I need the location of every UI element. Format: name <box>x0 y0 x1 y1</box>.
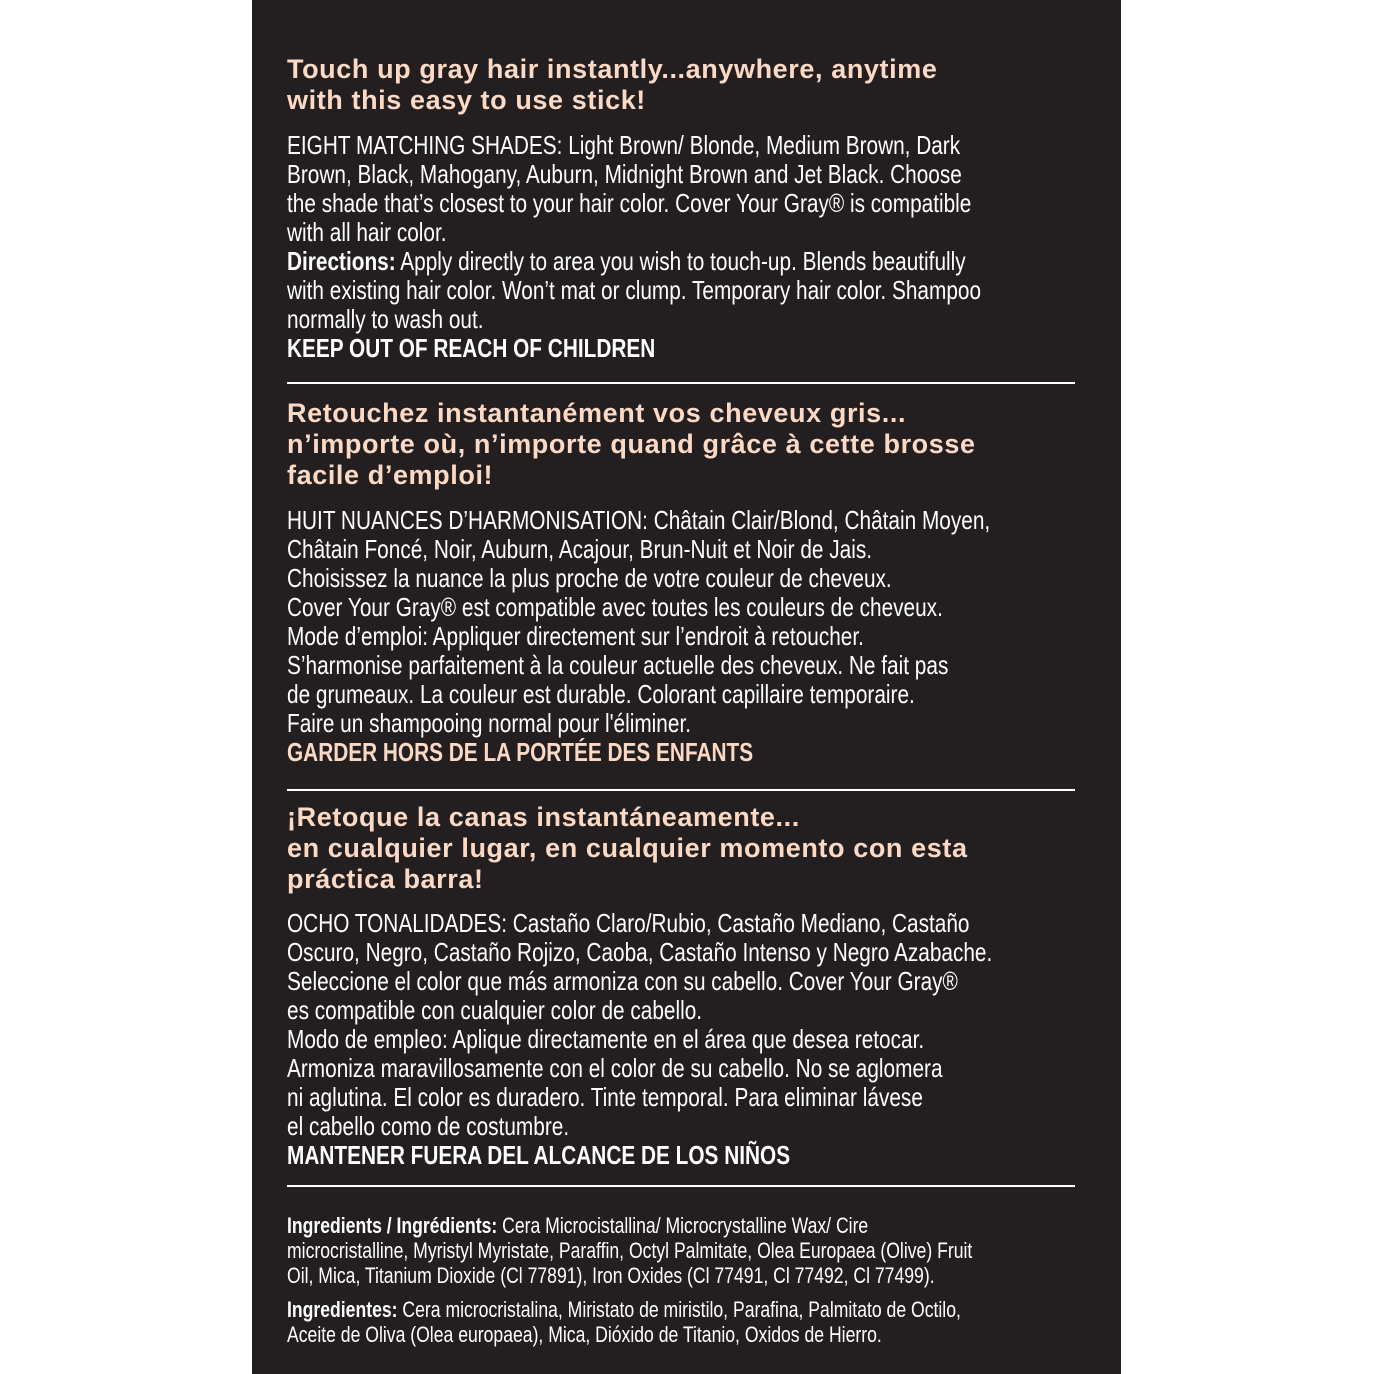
body-line: de grumeaux. La couleur est durable. Colorant capillaire temporaire. <box>287 679 915 709</box>
section-divider <box>287 1185 1075 1187</box>
body-line: Faire un shampooing normal pour l'éliminer. <box>287 708 691 738</box>
body-line: el cabello como de costumbre. <box>287 1111 570 1141</box>
body-line: Armoniza maravillosamente con el color de su cabello. No se aglomera <box>287 1053 943 1083</box>
heading-line: n’importe où, n’importe quand grâce à cette brosse <box>287 429 976 459</box>
body-line: Oscuro, Negro, Castaño Rojizo, Caoba, Castaño Intenso y Negro Azabache. <box>287 937 993 967</box>
body-line: Modo de empleo: Aplique directamente en el área que desea retocar. <box>287 1024 925 1054</box>
ingredientes-text: Cera microcristalina, Miristato de miristilo, Parafina, Palmitato de Octilo, <box>397 1297 961 1322</box>
body-line: HUIT NUANCES D’HARMONISATION: Châtain Clair/Blond, Châtain Moyen, <box>287 505 991 535</box>
ingredients-es <box>287 1297 1129 1347</box>
ingredients-line <box>287 1297 961 1322</box>
directions-line <box>287 247 981 276</box>
shades-line: Brown, Black, Mahogany, Auburn, Midnight Brown and Jet Black. Choose <box>287 159 962 189</box>
section-divider <box>287 789 1075 791</box>
shades-line: the shade that’s closest to your hair color. Cover Your Gray® is compatible <box>287 188 972 218</box>
heading-line: Retouchez instantanément vos cheveux gris... <box>287 398 907 428</box>
heading-line: práctica barra! <box>287 864 484 894</box>
body-line: OCHO TONALIDADES: Castaño Claro/Rubio, Castaño Mediano, Castaño <box>287 908 970 938</box>
ingredients-line: microcristalline, Myristyl Myristate, Paraffin, Octyl Palmitate, Olea Europaea (Olive) Fruit <box>287 1238 973 1263</box>
spanish-body <box>287 909 1169 1170</box>
heading-line: facile d’emploi! <box>287 460 494 490</box>
french-body <box>287 506 1166 767</box>
heading-line: en cualquier lugar, en cualquier momento con esta <box>287 833 968 863</box>
heading-line: Touch up gray hair instantly...anywhere, anytime <box>287 54 938 84</box>
body-line: Seleccione el color que más armoniza con su cabello. Cover Your Gray® <box>287 966 958 996</box>
body-line: Choisissez la nuance la plus proche de votre couleur de cheveux. <box>287 563 892 593</box>
spanish-heading <box>287 802 968 895</box>
directions-text: Apply directly to area you wish to touch-up. Blends beautifully <box>395 246 966 276</box>
body-line: Châtain Foncé, Noir, Auburn, Acajour, Brun-Nuit et Noir de Jais. <box>287 534 873 564</box>
body-line: es compatible con cualquier color de cabello. <box>287 995 703 1025</box>
ingredients-line <box>287 1213 972 1238</box>
body-line: Cover Your Gray® est compatible avec toutes les couleurs de cheveux. <box>287 592 943 622</box>
ingredients-line: Aceite de Oliva (Olea europaea), Mica, Dióxido de Titanio, Oxidos de Hierro. <box>287 1322 882 1347</box>
english-warning: KEEP OUT OF REACH OF CHILDREN <box>287 333 656 363</box>
body-line: Mode d’emploi: Appliquer directement sur l’endroit à retoucher. <box>287 621 864 651</box>
shades-line: with all hair color. <box>287 217 447 247</box>
spanish-warning: MANTENER FUERA DEL ALCANCE DE LOS NIÑOS <box>287 1140 791 1170</box>
french-warning: GARDER HORS DE LA PORTÉE DES ENFANTS <box>287 737 754 767</box>
ingredientes-label: Ingredientes: <box>287 1297 398 1322</box>
directions-line: with existing hair color. Won’t mat or clump. Temporary hair color. Shampoo <box>287 275 982 305</box>
product-label-panel <box>252 0 1121 1374</box>
directions-label: Directions: <box>287 246 396 276</box>
shades-line: EIGHT MATCHING SHADES: Light Brown/ Blonde, Medium Brown, Dark <box>287 130 961 160</box>
ingredients-label: Ingredients / Ingrédients: <box>287 1213 498 1238</box>
english-heading <box>287 54 937 116</box>
english-body <box>287 131 1155 363</box>
body-line: ni aglutina. El color es duradero. Tinte temporal. Para eliminar lávese <box>287 1082 923 1112</box>
heading-line: ¡Retoque la canas instantáneamente... <box>287 802 800 832</box>
french-heading <box>287 398 976 491</box>
body-line: S’harmonise parfaitement à la couleur actuelle des cheveux. Ne fait pas <box>287 650 949 680</box>
ingredients-text: Cera Microcistallina/ Microcrystalline Wax/ Cire <box>497 1213 869 1238</box>
section-divider <box>287 382 1075 384</box>
ingredients-line: Oil, Mica, Titanium Dioxide (Cl 77891), Iron Oxides (Cl 77491, Cl 77492, Cl 77499). <box>287 1263 935 1288</box>
ingredients-en-fr <box>287 1213 1144 1288</box>
heading-line: with this easy to use stick! <box>287 85 646 115</box>
directions-line: normally to wash out. <box>287 304 484 334</box>
